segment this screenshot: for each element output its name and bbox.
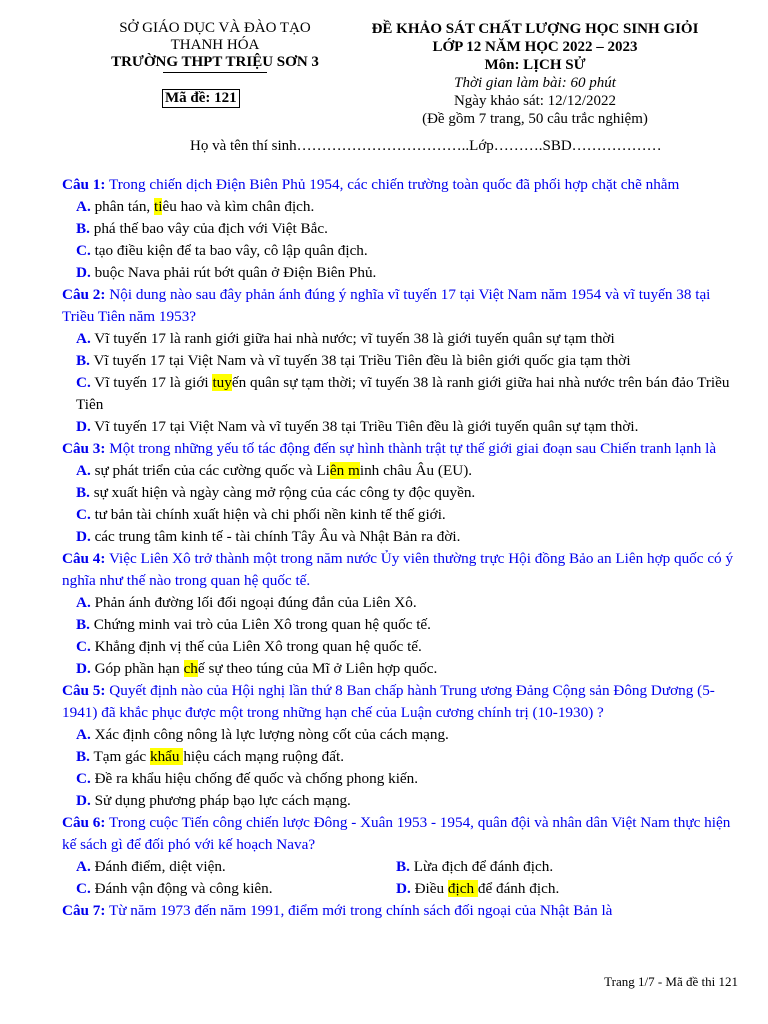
option-d: D. các trung tâm kinh tế - tài chính Tây Âu và Nhật Bản ra đời. bbox=[76, 528, 461, 545]
question-4 bbox=[62, 548, 742, 592]
exam-title: ĐỀ KHẢO SÁT CHẤT LƯỢNG HỌC SINH GIỎI bbox=[371, 21, 699, 37]
option-c: C. tạo điều kiện để ta bao vây, cô lập quân địch. bbox=[76, 242, 368, 259]
option-c: C. Đề ra khẩu hiệu chống đế quốc và chống phong kiến. bbox=[76, 770, 419, 787]
question-label: Câu 2: bbox=[62, 286, 106, 303]
text-highlight: ên m bbox=[329, 462, 360, 479]
question-5 bbox=[62, 680, 742, 724]
text-highlight: ti bbox=[154, 198, 163, 215]
subject: Môn: LỊCH SỬ bbox=[484, 57, 586, 73]
option-b: B. phá thế bao vây của địch với Việt Bắc. bbox=[76, 220, 328, 237]
question-label: Câu 5: bbox=[62, 682, 106, 699]
question-1 bbox=[62, 174, 742, 196]
grade-year: LỚP 12 NĂM HỌC 2022 – 2023 bbox=[432, 39, 638, 55]
candidate-info-line: Họ và tên thí sinh……………………………..Lớp……….SBD……………… bbox=[190, 138, 662, 154]
header-divider bbox=[163, 72, 267, 73]
option-d: D. Điều địch để đánh địch. bbox=[396, 880, 560, 897]
question-7 bbox=[62, 900, 742, 922]
option-a: A. Vĩ tuyến 17 là ranh giới giữa hai nhà nước; vĩ tuyến 38 là giới tuyến quân sự tạm thời bbox=[76, 330, 615, 347]
question-label: Câu 3: bbox=[62, 440, 106, 457]
question-label: Câu 4: bbox=[62, 550, 106, 567]
question-text: Một trong những yếu tố tác động đến sự hình thành trật tự thế giới giai đoạn sau Chiến tranh lạnh là bbox=[109, 440, 717, 457]
option-b: B. sự xuất hiện và ngày càng mở rộng của các công ty độc quyền. bbox=[76, 484, 476, 501]
question-text: Trong cuộc Tiến công chiến lược Đông - Xuân 1953 - 1954, quân đội và nhân dân Việt Nam thực hiện kế sách gì để đối phó với kế hoạch Nava? bbox=[62, 814, 731, 853]
option-a: A. Đánh điểm, diệt viện. bbox=[76, 858, 226, 875]
option-d: D. Vĩ tuyến 17 tại Việt Nam và vĩ tuyến 38 tại Triều Tiên đều là giới tuyến quân sự tạm thời. bbox=[76, 418, 639, 435]
exam-date: Ngày khảo sát: 12/12/2022 bbox=[453, 93, 617, 109]
option-c: C. Khẳng định vị thế của Liên Xô trong quan hệ quốc tế. bbox=[76, 638, 422, 655]
question-text: Quyết định nào của Hội nghị lần thứ 8 Ban chấp hành Trung ương Đảng Cộng sản Đông Dương (5-1941) đã khắc phục được một trong những hạn chế của Luận cương chính trị (10-1930) ? bbox=[62, 682, 715, 721]
question-label: Câu 7: bbox=[62, 902, 106, 919]
options-row-ab bbox=[62, 856, 742, 878]
option-c: C. Vĩ tuyến 17 là giới tuyến quân sự tạm thời; vĩ tuyến 38 là ranh giới giữa hai nhà nước trên bán đảo Triều Tiên bbox=[76, 374, 730, 413]
option-d: D. Góp phần hạn chế sự theo túng của Mĩ ở Liên hợp quốc. bbox=[76, 660, 438, 677]
school-name: TRƯỜNG THPT TRIỆU SƠN 3 bbox=[111, 54, 319, 70]
duration: Thời gian làm bài: 60 phút bbox=[454, 75, 616, 91]
question-3 bbox=[62, 438, 742, 460]
option-a: A. Xác định công nông là lực lượng nòng cốt của cách mạng. bbox=[76, 726, 449, 743]
option-a: A. sự phát triển của các cường quốc và Liên minh châu Âu (EU). bbox=[76, 462, 473, 479]
text-highlight: địch bbox=[447, 880, 478, 897]
question-text: Việc Liên Xô trở thành một trong năm nước Ủy viên thường trực Hội đồng Bảo an Liên hợp quốc có ý nghĩa như thế nào trong quan hệ quốc tế. bbox=[62, 550, 734, 589]
option-d: D. Sử dụng phương pháp bạo lực cách mạng. bbox=[76, 792, 351, 809]
exam-code-box: Mã đề: 121 bbox=[162, 89, 240, 108]
text-highlight: ch bbox=[183, 660, 198, 677]
options-row-cd bbox=[62, 878, 742, 900]
header-left bbox=[92, 20, 338, 73]
text-highlight: tuy bbox=[212, 374, 232, 391]
option-c: C. tư bản tài chính xuất hiện và chi phối nền kinh tế thế giới. bbox=[76, 506, 446, 523]
department-line-1: SỞ GIÁO DỤC VÀ ĐÀO TẠO bbox=[119, 20, 311, 36]
department-line-2: THANH HÓA bbox=[170, 37, 260, 53]
option-b: B. Vĩ tuyến 17 tại Việt Nam và vĩ tuyến 38 tại Triều Tiên đều là biên giới quốc gia tạm thời bbox=[76, 352, 631, 369]
option-c: C. Đánh vận động và công kiên. bbox=[76, 880, 273, 897]
questions-area bbox=[62, 174, 742, 922]
question-text: Nội dung nào sau đây phản ánh đúng ý nghĩa vĩ tuyến 17 tại Việt Nam năm 1954 và vĩ tuyến 38 tại Triều Tiên năm 1953? bbox=[62, 286, 711, 325]
question-2 bbox=[62, 284, 742, 328]
option-d: D. buộc Nava phải rút bớt quân ở Điện Biên Phủ. bbox=[76, 264, 377, 281]
option-a: A. phân tán, tiêu hao và kìm chân địch. bbox=[76, 198, 315, 215]
option-b: B. Tạm gác khẩu hiệu cách mạng ruộng đất. bbox=[76, 748, 344, 765]
text-highlight: khẩu bbox=[149, 748, 184, 765]
question-6 bbox=[62, 812, 742, 856]
page-footer: Trang 1/7 - Mã đề thi 121 bbox=[604, 974, 738, 989]
question-label: Câu 1: bbox=[62, 176, 106, 193]
exam-info: (Đề gồm 7 trang, 50 câu trắc nghiệm) bbox=[422, 111, 648, 127]
option-b: B. Lừa địch để đánh địch. bbox=[396, 858, 554, 875]
question-label: Câu 6: bbox=[62, 814, 106, 831]
header-right bbox=[340, 20, 730, 128]
option-b: B. Chứng minh vai trò của Liên Xô trong quan hệ quốc tế. bbox=[76, 616, 431, 633]
question-text: Trong chiến dịch Điện Biên Phủ 1954, các chiến trường toàn quốc đã phối hợp chặt chẽ nhằm bbox=[109, 176, 680, 193]
question-text: Từ năm 1973 đến năm 1991, điểm mới trong chính sách đối ngoại của Nhật Bản là bbox=[109, 902, 613, 919]
option-a: A. Phản ánh đường lối đối ngoại đúng đắn của Liên Xô. bbox=[76, 594, 417, 611]
